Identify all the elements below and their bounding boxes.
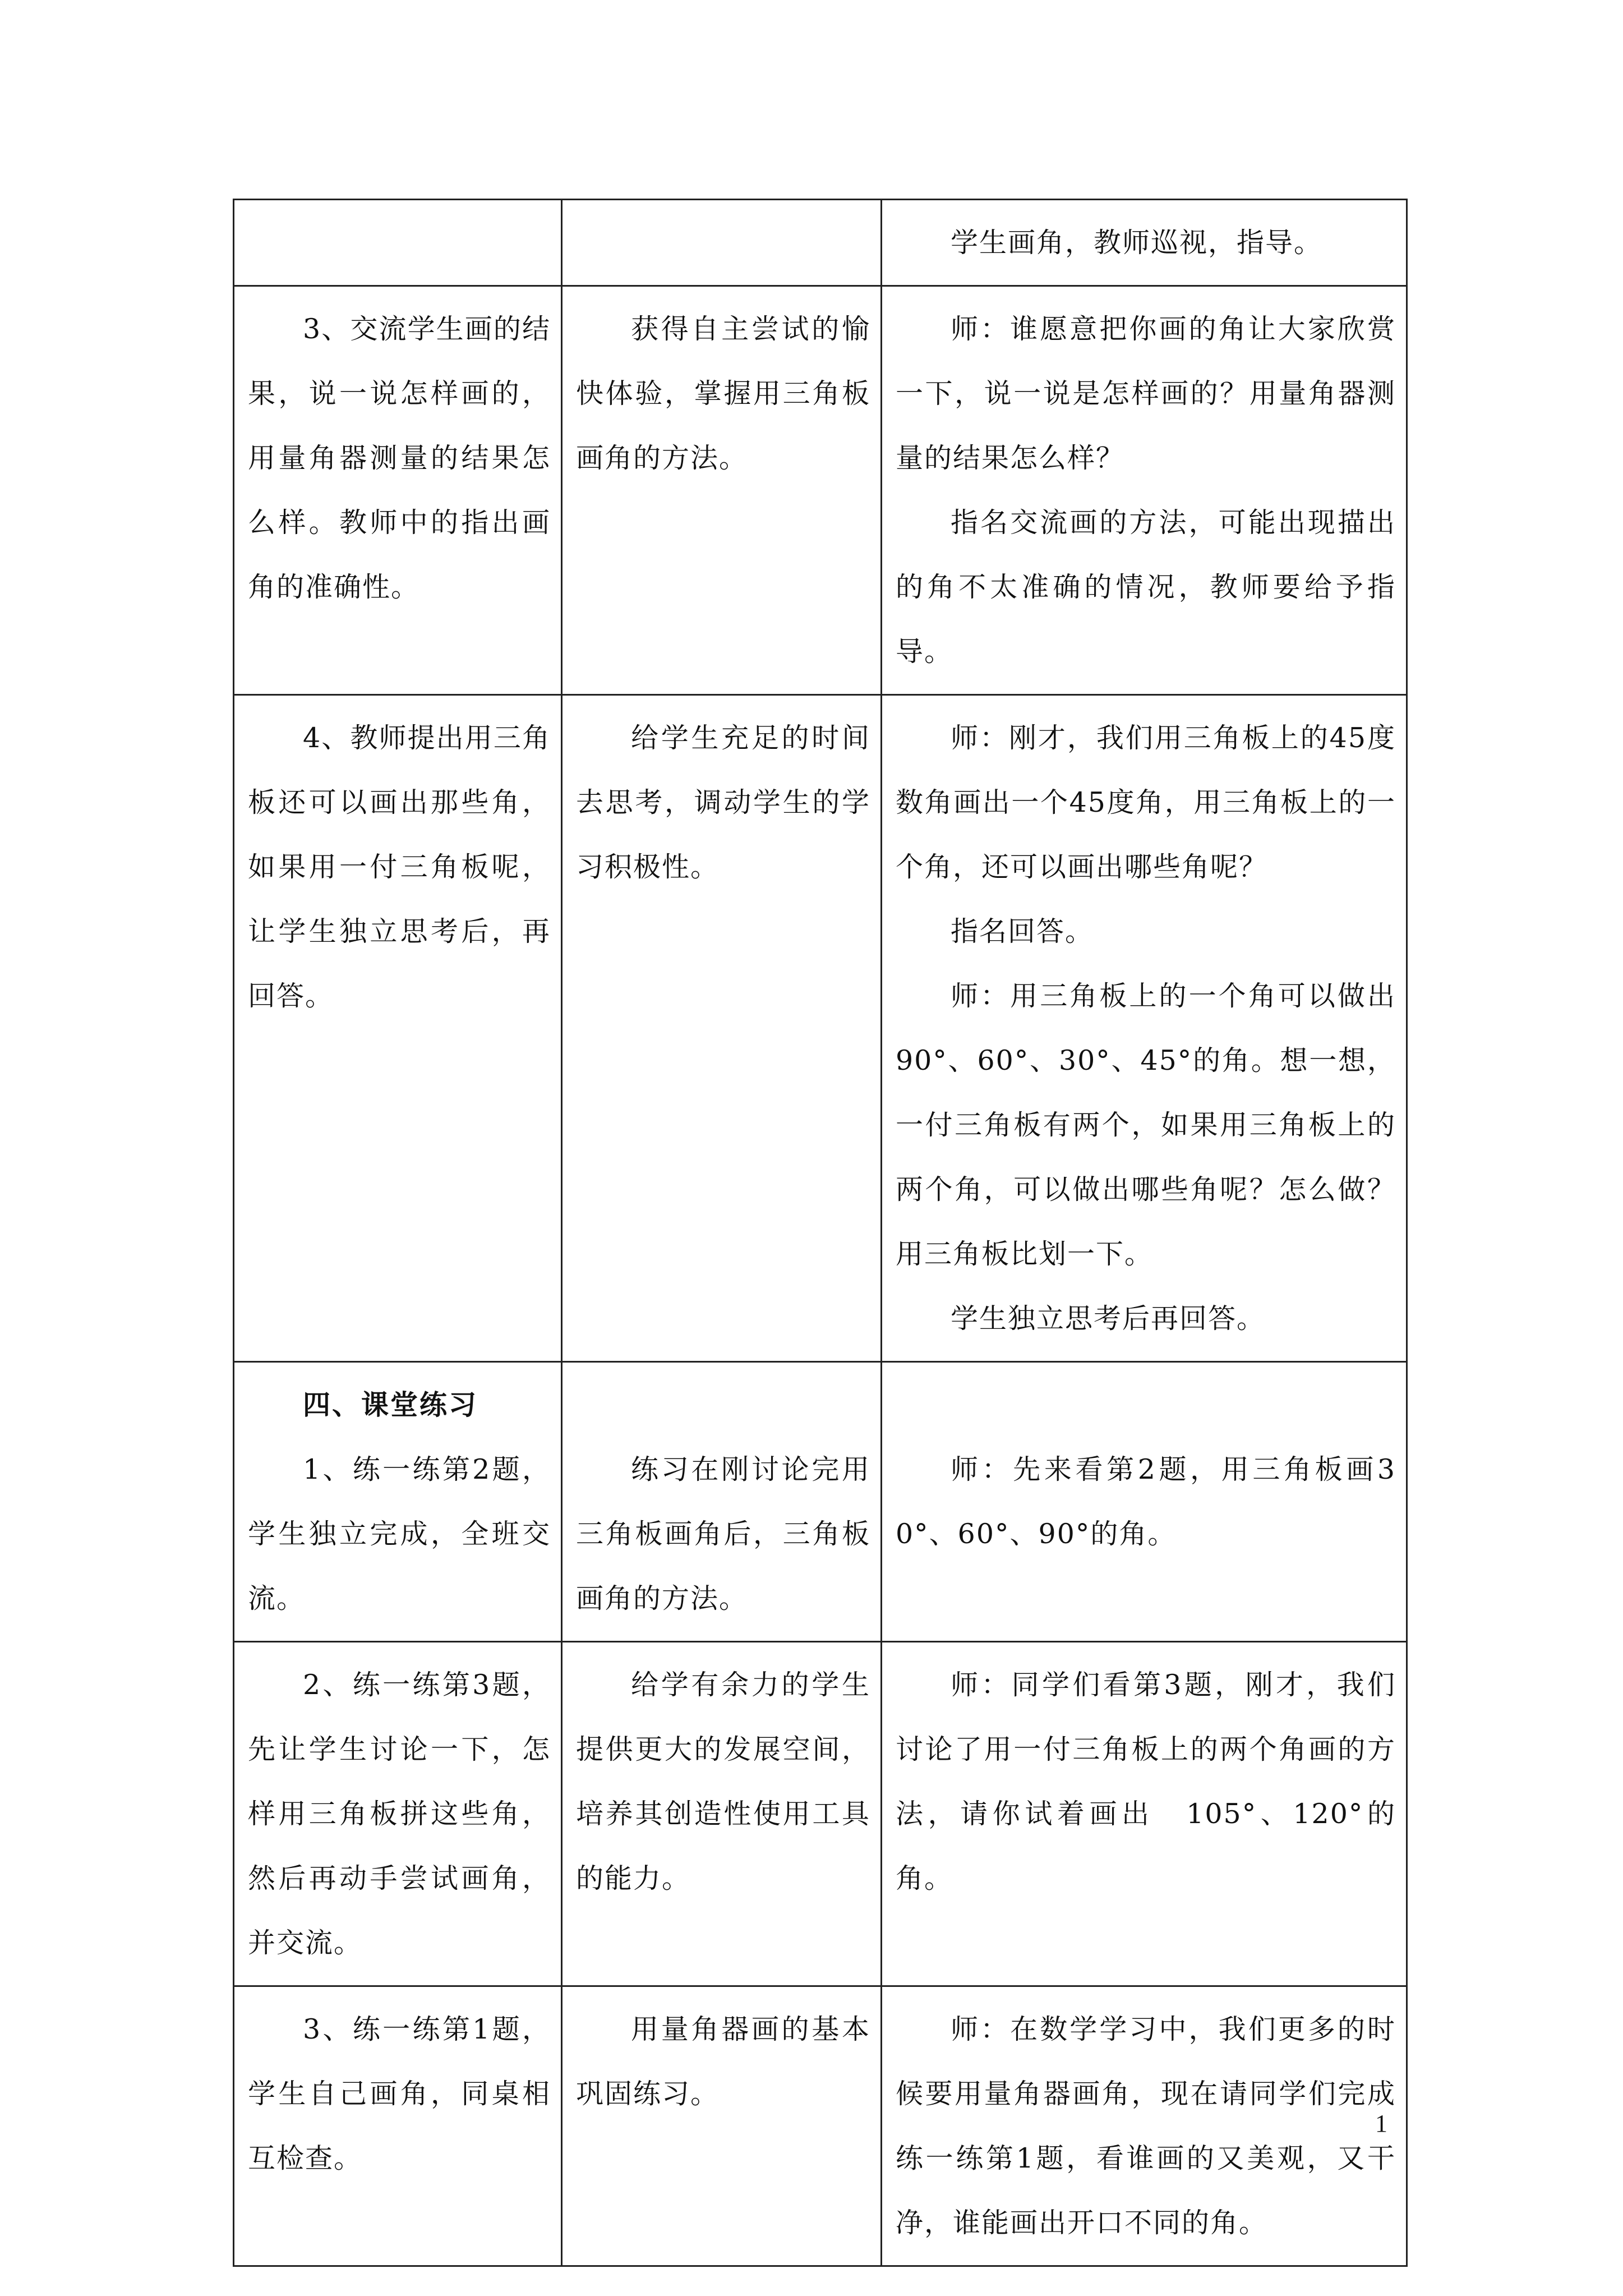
- cell-paragraph: 1、练一练第2题，学生独立完成，全班交流。: [248, 1453, 551, 1614]
- cell-paragraph: 学生画角，教师巡视，指导。: [951, 227, 1323, 259]
- cell-paragraph: 指名交流画的方法，可能出现描出的角不太准确的情况，教师要给予指导。: [896, 507, 1396, 668]
- cell-paragraph: 学生独立思考后再回答。: [951, 1303, 1266, 1335]
- teacher-cell: [882, 200, 1407, 286]
- activity-cell: [234, 1362, 562, 1642]
- cell-paragraph: 师：在数学学习中，我们更多的时候要用量角器画角，现在请同学们完成练一练第1题，看谁画的又美观，又干净，谁能画出开口不同的角。: [896, 2013, 1396, 2239]
- cell-paragraph: 练习在刚讨论完用三角板画角后，三角板画角的方法。: [576, 1453, 870, 1614]
- intent-cell: [562, 695, 882, 1362]
- intent-cell: [562, 1986, 882, 2266]
- cell-paragraph: 师：用三角板上的一个角可以做出90°、60°、30°、45°的角。想一想，一付三角板有两个，如果用三角板上的两个角，可以做出哪些角呢？怎么做？用三角板比划一下。: [896, 980, 1396, 1270]
- cell-paragraph: 给学有余力的学生提供更大的发展空间，培养其创造性使用工具的能力。: [576, 1669, 870, 1894]
- teacher-cell: [882, 1642, 1407, 1986]
- table-row: [234, 1642, 1407, 1986]
- cell-paragraph: 师：同学们看第3题，刚才，我们讨论了用一付三角板上的两个角画的方法，请你试着画出 105°、120°的角。: [896, 1669, 1396, 1894]
- cell-paragraph: 师：谁愿意把你画的角让大家欣赏一下，说一说是怎样画的？用量角器测量的结果怎么样？: [896, 313, 1396, 474]
- cell-paragraph: 师：刚才，我们用三角板上的45度数角画出一个45度角，用三角板上的一个角，还可以画出哪些角呢？: [896, 722, 1396, 883]
- intent-cell: [562, 200, 882, 286]
- teacher-cell: [882, 695, 1407, 1362]
- lesson-plan-table: [233, 199, 1408, 2267]
- teacher-cell: [882, 1986, 1407, 2266]
- intent-cell: [562, 1362, 882, 1642]
- table-row: [234, 1362, 1407, 1642]
- section-heading: 四、课堂练习: [303, 1389, 478, 1421]
- intent-cell: [562, 286, 882, 695]
- page-number: 1: [1375, 2110, 1387, 2137]
- table-row: [234, 286, 1407, 695]
- teacher-cell: [882, 1362, 1407, 1642]
- activity-cell: [234, 286, 562, 695]
- cell-paragraph: 3、练一练第1题，学生自己画角，同桌相互检查。: [248, 2013, 551, 2174]
- cell-paragraph: 用量角器画的基本巩固练习。: [576, 2013, 870, 2110]
- cell-paragraph: 2、练一练第3题，先让学生讨论一下，怎样用三角板拼这些角，然后再动手尝试画角，并交流。: [248, 1669, 551, 1959]
- table-row: [234, 200, 1407, 286]
- cell-paragraph: 师：先来看第2题，用三角板画30°、60°、90°的角。: [896, 1453, 1396, 1550]
- cell-paragraph: 给学生充足的时间去思考，调动学生的学习积极性。: [576, 722, 870, 883]
- activity-cell: [234, 1642, 562, 1986]
- activity-cell: [234, 200, 562, 286]
- cell-paragraph: 获得自主尝试的愉快体验，掌握用三角板画角的方法。: [576, 313, 870, 474]
- activity-cell: [234, 695, 562, 1362]
- intent-cell: [562, 1642, 882, 1986]
- table-row: [234, 1986, 1407, 2266]
- activity-cell: [234, 1986, 562, 2266]
- cell-paragraph: 3、交流学生画的结果，说一说怎样画的，用量角器测量的结果怎么样。教师中的指出画角的准确性。: [248, 313, 551, 603]
- teacher-cell: [882, 286, 1407, 695]
- cell-paragraph: 指名回答。: [951, 915, 1094, 947]
- cell-paragraph: 4、教师提出用三角板还可以画出那些角，如果用一付三角板呢，让学生独立思考后，再回答。: [248, 722, 551, 1012]
- table-row: [234, 695, 1407, 1362]
